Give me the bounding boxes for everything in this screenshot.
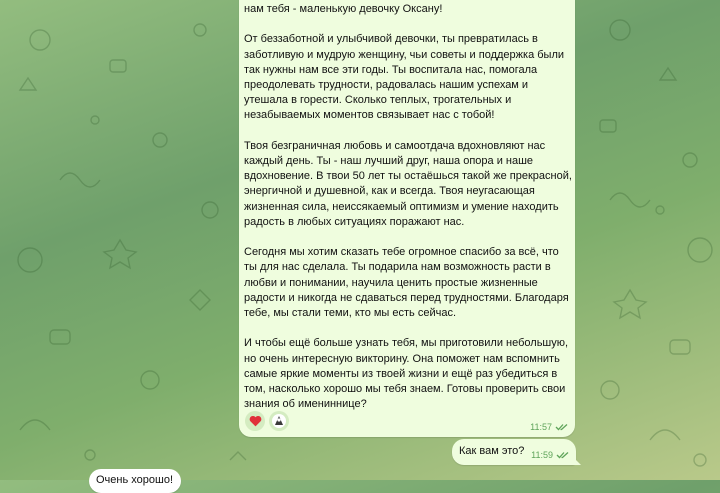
double-check-icon	[556, 451, 570, 459]
avatar-reaction[interactable]	[269, 411, 289, 431]
message-meta	[530, 422, 569, 432]
message-time: 11:59	[531, 450, 553, 460]
message-meta	[531, 450, 570, 460]
message-text: Как вам это?	[459, 445, 525, 457]
message-time: 11:57	[530, 422, 552, 432]
avatar-icon	[272, 414, 286, 428]
double-check-icon	[555, 423, 569, 431]
message-reactions	[245, 411, 289, 431]
message-text: нам тебя - маленькую девочку Оксану! От беззаботной и улыбчивой девочки, ты превратилась в заботливую и мудрую женщину, чьи советы и поддержка были так нужны нам все эти годы. Ты воспитала нас, помогала преодолевать трудности, радовалась нашим успехам и утешала в горести. Сколько теплых, трогательных и незабываемых моментов связывает нас с тобой! Твоя безграничная любовь и самоотдача вдохновляют нас каждый день. Ты - наш лучший друг, наша опора и наше вдохновение. В твои 50 лет ты остаёшься такой же прекрасной, энергичной и душевной, как и всегда. Твоя неугасающая жизненная сила, неиссякаемый оптимизм и умение находить радость в любых ситуациях поражают нас. Сегодня мы хотим сказать тебе огромное спасибо за всё, что ты для нас сделала. Ты подарила нам возможность расти в любви и понимании, научила ценить простые жизненные радости и никогда не сдаваться перед трудностями. Благодаря тебе, мы стали теми, кто мы есть сейчас. И чтобы ещё больше узнать тебя, мы приготовили небольшую, но очень интересную викторину. Она поможет нам вспомнить самые яркие моменты из твоей жизни и ещё раз убедиться в том, насколько хорошо мы тебя знаем. Готовы проверить свои знания об имениннице?	[244, 3, 572, 411]
message-bubble-outgoing[interactable]	[452, 439, 576, 465]
message-text: Очень хорошо!	[96, 474, 173, 486]
message-bubble-incoming[interactable]	[89, 469, 181, 493]
bubble-tail	[572, 456, 581, 465]
message-bubble-outgoing[interactable]	[239, 0, 575, 437]
heart-icon	[249, 415, 262, 427]
heart-reaction[interactable]	[245, 411, 265, 431]
